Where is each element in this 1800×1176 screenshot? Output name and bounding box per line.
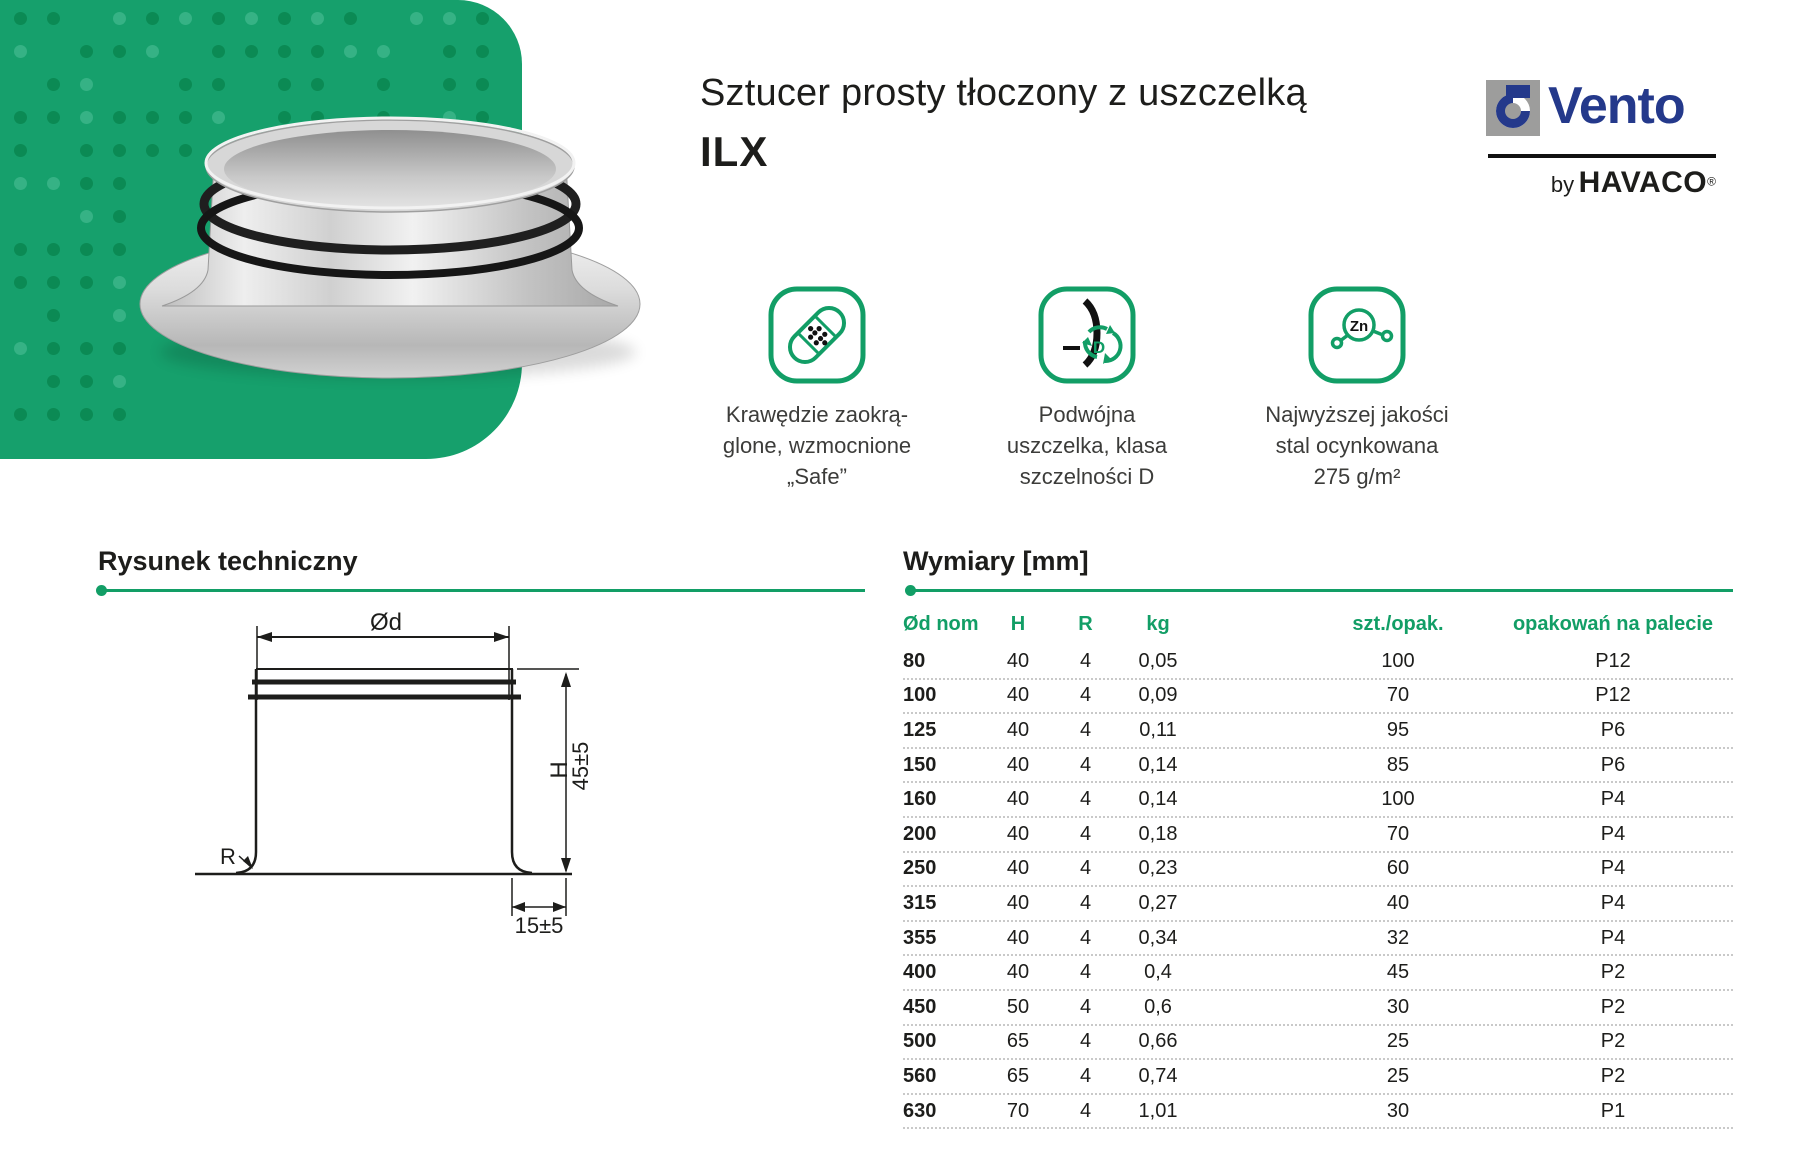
rule-dot (96, 585, 107, 596)
table-row (903, 1026, 1733, 1061)
pattern-dot (47, 12, 60, 25)
pattern-dot (80, 342, 93, 355)
table-cell: 0,74 (1138, 1064, 1178, 1087)
table-cell: 60 (1386, 857, 1410, 880)
table-cell: 125 (903, 718, 937, 741)
pattern-dot (113, 408, 126, 421)
pattern-dot (47, 408, 60, 421)
table-row (903, 887, 1733, 922)
table-cell: 65 (1006, 1064, 1030, 1087)
table-cell: 315 (903, 891, 937, 914)
table-row (903, 853, 1733, 888)
table-cell: 4 (1079, 1064, 1092, 1087)
table-cell: P4 (1600, 926, 1626, 949)
dim-flange-width-label: 15±5 (514, 913, 564, 938)
table-cell: 40 (1386, 891, 1410, 914)
table-cell: 100 (1381, 649, 1415, 672)
rule-dot (905, 585, 916, 596)
byline (1428, 166, 1716, 200)
pattern-dot (47, 342, 60, 355)
table-cell: P4 (1600, 857, 1626, 880)
dim-diameter-label: Ød (369, 609, 403, 636)
table-cell: 0,14 (1138, 753, 1178, 776)
vento-logo-icon (1486, 80, 1540, 136)
registered-mark: ® (1707, 174, 1716, 189)
feature-caption: Podwójna uszczelka, klasa szczelności D (1006, 402, 1168, 489)
table-cell: 4 (1079, 1099, 1092, 1122)
pattern-dot (47, 78, 60, 91)
page-title: Sztucer prosty tłoczony z uszczelką (700, 72, 1307, 114)
table-cell: 40 (1006, 926, 1030, 949)
dim-height-label: H (546, 761, 573, 779)
table-cell: 4 (1079, 822, 1092, 845)
table-cell: 150 (903, 753, 937, 776)
vento-logo-text: Vento (1548, 77, 1685, 135)
table-cell: 85 (1386, 753, 1410, 776)
table-header-row (903, 606, 1733, 642)
table-cell: 0,4 (1144, 961, 1172, 984)
pattern-dot (80, 78, 93, 91)
table-cell: 100 (903, 684, 937, 707)
pattern-dot (47, 243, 60, 256)
product-photo (98, 52, 682, 404)
table-cell: 4 (1079, 857, 1092, 880)
table-cell: 0,34 (1138, 926, 1178, 949)
table-cell: 450 (903, 995, 937, 1018)
table-cell: 70 (1386, 684, 1410, 707)
table-row (903, 956, 1733, 991)
feature-double-seal (952, 285, 1222, 492)
table-cell: P12 (1595, 684, 1631, 707)
pattern-dot (47, 309, 60, 322)
table-cell: 40 (1006, 718, 1030, 741)
pattern-dot (146, 12, 159, 25)
table-cell: P4 (1600, 822, 1626, 845)
pattern-dot (14, 12, 27, 25)
table-row (903, 991, 1733, 1026)
table-cell: 40 (1006, 961, 1030, 984)
pattern-dot (47, 276, 60, 289)
table-cell: 630 (903, 1099, 937, 1122)
table-cell: P12 (1595, 649, 1631, 672)
pattern-dot (443, 12, 456, 25)
table-cell: P1 (1600, 1099, 1626, 1122)
zinc-coating-icon (1307, 285, 1407, 385)
table-cell: 4 (1079, 961, 1092, 984)
drawing-section-heading: Rysunek techniczny (98, 546, 358, 576)
table-cell: P6 (1600, 718, 1626, 741)
company-name: HAVACO (1578, 166, 1708, 199)
pattern-dot (113, 12, 126, 25)
pattern-dot (47, 111, 60, 124)
by-label: by (1550, 172, 1575, 197)
table-cell: 25 (1386, 1030, 1410, 1053)
table-cell: 4 (1079, 718, 1092, 741)
pattern-dot (80, 408, 93, 421)
pattern-dot (311, 12, 324, 25)
product-code: ILX (700, 128, 769, 175)
table-cell: 0,23 (1138, 857, 1178, 880)
feature-caption: Krawędzie zaokrą- glone, wzmocnione „Safe” (722, 402, 912, 489)
table-cell: 95 (1386, 718, 1410, 741)
table-cell: 4 (1079, 891, 1092, 914)
table-cell: 70 (1386, 822, 1410, 845)
pattern-dot (80, 45, 93, 58)
double-seal-class-d-icon (1037, 285, 1137, 385)
table-cell: 40 (1006, 684, 1030, 707)
pattern-dot (179, 12, 192, 25)
table-cell: 30 (1386, 995, 1410, 1018)
pattern-dot (47, 375, 60, 388)
pattern-dot (14, 408, 27, 421)
pattern-dot (14, 342, 27, 355)
table-cell: 40 (1006, 822, 1030, 845)
table-cell: 0,05 (1138, 649, 1178, 672)
table-row (903, 749, 1733, 784)
table-cell: P2 (1600, 995, 1626, 1018)
table-cell: P2 (1600, 1030, 1626, 1053)
pattern-dot (47, 177, 60, 190)
table-row (903, 783, 1733, 818)
pattern-dot (80, 276, 93, 289)
table-cell: P2 (1600, 1064, 1626, 1087)
table-row (903, 680, 1733, 715)
pattern-dot (278, 12, 291, 25)
table-cell: 4 (1079, 995, 1092, 1018)
table-cell: 65 (1006, 1030, 1030, 1053)
pattern-dot (80, 210, 93, 223)
table-cell: P4 (1600, 788, 1626, 811)
pattern-dot (476, 12, 489, 25)
dim-radius-label: R (220, 844, 236, 869)
drawing-section-rule (98, 589, 865, 592)
table-cell: 4 (1079, 926, 1092, 949)
table-cell: 4 (1079, 788, 1092, 811)
table-cell: 160 (903, 788, 937, 811)
feature-list (682, 285, 1492, 492)
table-cell: 4 (1079, 649, 1092, 672)
pattern-dot (212, 12, 225, 25)
table-cell: 40 (1006, 753, 1030, 776)
table-cell: 500 (903, 1030, 937, 1053)
pattern-dot (80, 111, 93, 124)
table-cell: P2 (1600, 961, 1626, 984)
table-cell: 80 (903, 649, 926, 672)
table-cell: 400 (903, 961, 937, 984)
table-cell: P4 (1600, 891, 1626, 914)
table-cell: P6 (1600, 753, 1626, 776)
pattern-dot (410, 12, 423, 25)
table-cell: 40 (1006, 649, 1030, 672)
table-cell: 40 (1006, 857, 1030, 880)
pattern-dot (14, 276, 27, 289)
table-cell: 0,09 (1138, 684, 1178, 707)
table-cell: 100 (1381, 788, 1415, 811)
svg-text:D: D (1092, 338, 1106, 357)
table-row (903, 922, 1733, 957)
dim-height-tolerance-label: 45±5 (568, 741, 593, 791)
table-cell: 0,18 (1138, 822, 1178, 845)
table-cell: 355 (903, 926, 937, 949)
table-cell: 40 (1006, 788, 1030, 811)
table-header-cell: R (1078, 612, 1093, 635)
pattern-dot (14, 243, 27, 256)
table-cell: 32 (1386, 926, 1410, 949)
table-header-cell: opakowań na palecie (1512, 612, 1714, 635)
pattern-dot (344, 12, 357, 25)
table-cell: 1,01 (1138, 1099, 1178, 1122)
table-cell: 0,11 (1139, 718, 1177, 741)
pattern-dot (14, 144, 27, 157)
table-cell: 0,66 (1138, 1030, 1178, 1053)
table-cell: 50 (1006, 995, 1030, 1018)
table-row (903, 1095, 1733, 1130)
table-row (903, 714, 1733, 749)
table-row (903, 645, 1733, 680)
collar-opening (224, 130, 556, 208)
pattern-dot (80, 243, 93, 256)
logo-divider (1488, 154, 1716, 158)
svg-text:Zn: Zn (1349, 318, 1369, 335)
table-header-cell: kg (1146, 612, 1170, 635)
technical-drawing (185, 602, 595, 947)
dimensions-table (903, 606, 1733, 1129)
pattern-dot (245, 12, 258, 25)
table-section-rule (907, 589, 1733, 592)
table-cell: 30 (1386, 1099, 1410, 1122)
table-cell: 4 (1079, 684, 1092, 707)
feature-rounded-edges (682, 285, 952, 492)
table-cell: 200 (903, 822, 937, 845)
table-cell: 4 (1079, 1030, 1092, 1053)
feature-galvanized-steel (1222, 285, 1492, 492)
table-cell: 250 (903, 857, 937, 880)
table-header-cell: H (1010, 612, 1026, 635)
bandage-icon (767, 285, 867, 385)
table-header-cell: Ød nom (903, 612, 979, 635)
table-cell: 0,27 (1138, 891, 1178, 914)
table-cell: 25 (1386, 1064, 1410, 1087)
table-cell: 45 (1386, 961, 1410, 984)
table-cell: 40 (1006, 891, 1030, 914)
pattern-dot (80, 375, 93, 388)
table-cell: 70 (1006, 1099, 1030, 1122)
table-cell: 0,6 (1144, 995, 1172, 1018)
table-header-cell: szt./opak. (1352, 612, 1444, 635)
pattern-dot (80, 177, 93, 190)
table-row (903, 1060, 1733, 1095)
pattern-dot (14, 177, 27, 190)
table-row (903, 818, 1733, 853)
feature-caption: Najwyższej jakości stal ocynkowana 275 g/m² (1265, 402, 1449, 489)
pattern-dot (14, 111, 27, 124)
table-cell: 4 (1079, 753, 1092, 776)
pattern-dot (14, 45, 27, 58)
table-cell: 0,14 (1138, 788, 1178, 811)
pattern-dot (80, 144, 93, 157)
table-section-heading: Wymiary [mm] (903, 546, 1089, 576)
table-cell: 560 (903, 1064, 937, 1087)
